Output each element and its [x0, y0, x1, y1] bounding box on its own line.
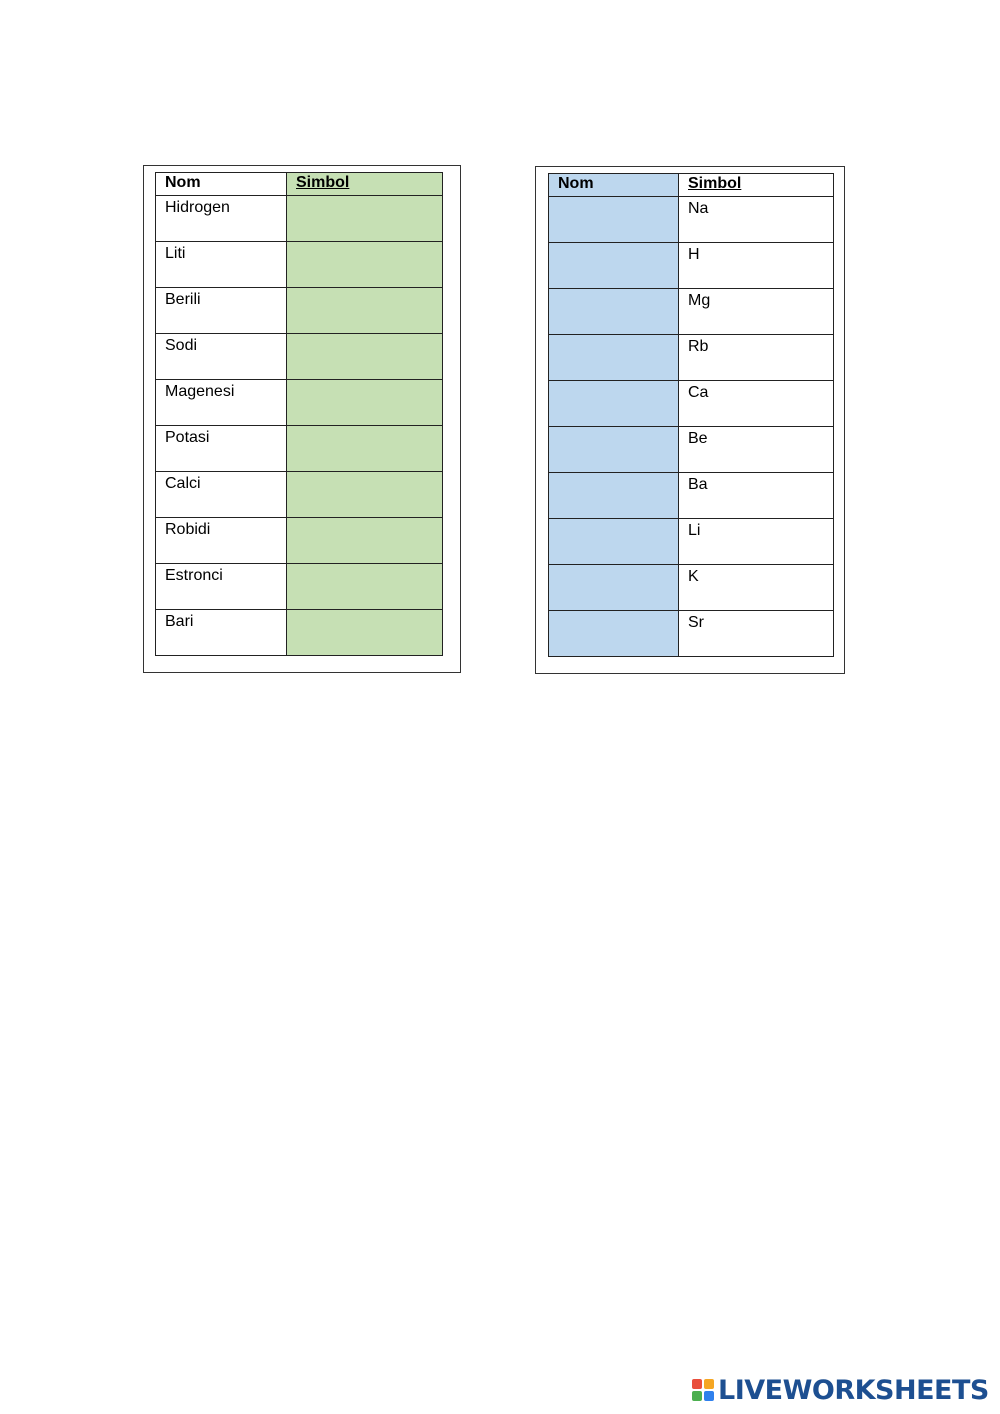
logo-square	[704, 1379, 714, 1389]
name-answer-cell[interactable]	[549, 473, 679, 519]
left-element-table	[155, 172, 443, 656]
element-name: Sodi	[156, 334, 287, 380]
symbol-answer-cell[interactable]	[287, 242, 443, 288]
element-symbol: Ba	[679, 473, 834, 519]
symbol-answer-cell[interactable]	[287, 380, 443, 426]
element-symbol: Ca	[679, 381, 834, 427]
table-row	[156, 610, 443, 656]
name-answer-cell[interactable]	[549, 427, 679, 473]
right-element-table	[548, 173, 834, 657]
table-row	[156, 564, 443, 610]
element-name: Magenesi	[156, 380, 287, 426]
symbol-answer-cell[interactable]	[287, 334, 443, 380]
element-name: Hidrogen	[156, 196, 287, 242]
element-name: Robidi	[156, 518, 287, 564]
table-row	[549, 197, 834, 243]
liveworksheets-brand[interactable]	[692, 1373, 989, 1407]
logo-square	[692, 1391, 702, 1401]
header-name: Nom	[549, 174, 679, 197]
logo-square	[692, 1379, 702, 1389]
table-row	[549, 565, 834, 611]
logo-square	[704, 1391, 714, 1401]
element-symbol: Sr	[679, 611, 834, 657]
table-row	[549, 473, 834, 519]
symbol-answer-cell[interactable]	[287, 518, 443, 564]
element-symbol: Li	[679, 519, 834, 565]
header-symbol: Simbol	[679, 174, 834, 197]
table-row	[549, 381, 834, 427]
table-row	[549, 427, 834, 473]
table-row	[156, 196, 443, 242]
element-symbol: Be	[679, 427, 834, 473]
symbol-answer-cell[interactable]	[287, 610, 443, 656]
name-answer-cell[interactable]	[549, 519, 679, 565]
table-row	[549, 243, 834, 289]
liveworksheets-logo-icon	[692, 1379, 714, 1401]
name-answer-cell[interactable]	[549, 381, 679, 427]
symbol-answer-cell[interactable]	[287, 564, 443, 610]
name-answer-cell[interactable]	[549, 243, 679, 289]
element-symbol: Na	[679, 197, 834, 243]
table-row	[156, 288, 443, 334]
table-row	[156, 426, 443, 472]
name-answer-cell[interactable]	[549, 565, 679, 611]
table-row	[549, 611, 834, 657]
symbol-answer-cell[interactable]	[287, 472, 443, 518]
element-name: Potasi	[156, 426, 287, 472]
element-name: Liti	[156, 242, 287, 288]
element-symbol: H	[679, 243, 834, 289]
table-row	[156, 518, 443, 564]
table-row	[156, 242, 443, 288]
element-name: Bari	[156, 610, 287, 656]
symbol-answer-cell[interactable]	[287, 426, 443, 472]
name-answer-cell[interactable]	[549, 289, 679, 335]
symbol-answer-cell[interactable]	[287, 196, 443, 242]
table-header-row	[549, 174, 834, 197]
table-row	[156, 472, 443, 518]
table-header-row	[156, 173, 443, 196]
header-symbol: Simbol	[287, 173, 443, 196]
element-name: Calci	[156, 472, 287, 518]
table-row	[549, 289, 834, 335]
name-answer-cell[interactable]	[549, 335, 679, 381]
element-name: Estronci	[156, 564, 287, 610]
table-row	[549, 519, 834, 565]
right-table-frame	[535, 166, 845, 674]
name-answer-cell[interactable]	[549, 611, 679, 657]
name-answer-cell[interactable]	[549, 197, 679, 243]
element-symbol: K	[679, 565, 834, 611]
table-row	[156, 334, 443, 380]
element-symbol: Rb	[679, 335, 834, 381]
left-table-frame	[143, 165, 461, 673]
table-row	[549, 335, 834, 381]
element-symbol: Mg	[679, 289, 834, 335]
element-name: Berili	[156, 288, 287, 334]
header-name: Nom	[156, 173, 287, 196]
table-row	[156, 380, 443, 426]
symbol-answer-cell[interactable]	[287, 288, 443, 334]
brand-wordmark: LIVEWORKSHEETS	[718, 1374, 989, 1406]
